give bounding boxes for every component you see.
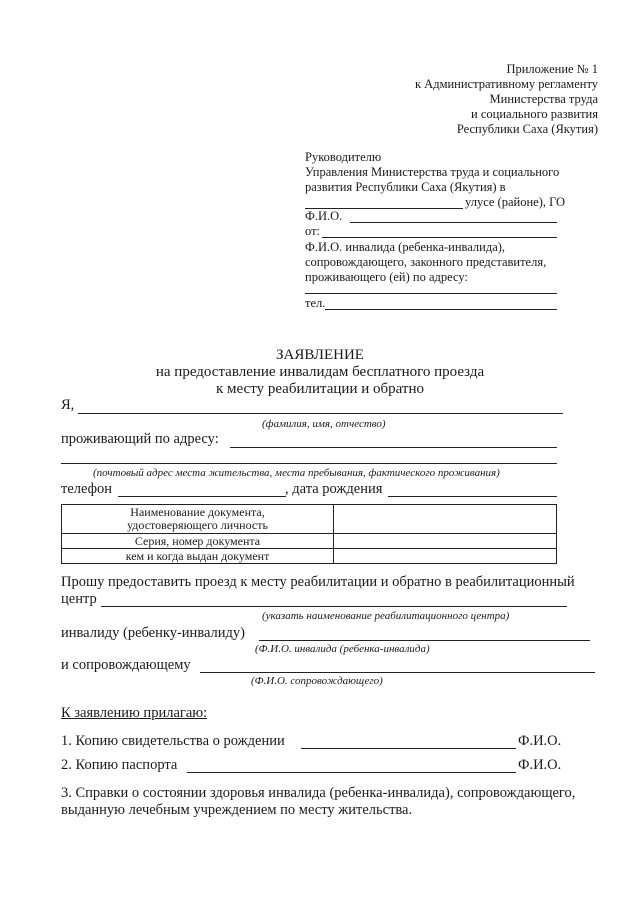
- doc-series-value[interactable]: [334, 534, 557, 549]
- attachment-item-1-fio: Ф.И.О.: [518, 733, 562, 749]
- doc-name-label-1: Наименование документа,: [130, 505, 265, 519]
- attachment-item-1: 1. Копию свидетельства о рождении: [61, 733, 285, 749]
- invalid-blank[interactable]: [259, 640, 590, 641]
- table-row: [62, 505, 557, 534]
- addressee-from-label: от:: [305, 224, 321, 238]
- companion-hint: (Ф.И.О. сопровождающего): [251, 675, 383, 687]
- title-main: ЗАЯВЛЕНИЕ: [276, 347, 364, 363]
- title-block: [0, 347, 640, 398]
- addressee-line1: Руководителю: [305, 150, 382, 164]
- appendix-regulation: к Административному регламенту: [414, 77, 598, 91]
- center-label: центр: [61, 591, 97, 607]
- title-sub2: к месту реабилитации и обратно: [216, 381, 424, 397]
- invalid-label: инвалиду (ребенку-инвалиду): [61, 625, 245, 641]
- doc-series-label: Серия, номер документа: [62, 534, 334, 549]
- applicant-fio-blank[interactable]: [78, 413, 563, 414]
- center-blank[interactable]: [101, 606, 567, 607]
- fio-hint: (фамилия, имя, отчество): [262, 418, 386, 430]
- attachment-item-3-line1: 3. Справки о состоянии здоровья инвалида (ребенка-инвалида), сопровождающего,: [61, 785, 576, 801]
- attachment-item-2-blank[interactable]: [187, 772, 516, 773]
- birth-blank[interactable]: [388, 496, 557, 497]
- addressee-desc1: Ф.И.О. инвалида (ребенка-инвалида),: [305, 240, 506, 254]
- addressee-from-blank[interactable]: [322, 237, 557, 238]
- addressee-line3: развития Республики Саха (Якутия) в: [305, 180, 506, 194]
- appendix-ministry: Министерства труда: [489, 92, 598, 106]
- appendix-number: Приложение № 1: [506, 62, 598, 76]
- request-line1: Прошу предоставить проезд к месту реабилитации и обратно в реабилитационный: [61, 574, 575, 590]
- addressee-tel-label: тел.: [305, 296, 326, 310]
- attachment-item-2-fio: Ф.И.О.: [518, 757, 562, 773]
- invalid-hint: (Ф.И.О. инвалида (ребенка-инвалида): [255, 643, 430, 655]
- phone-label: телефон: [61, 481, 113, 497]
- attachment-item-2: 2. Копию паспорта: [61, 757, 178, 773]
- document-table: [61, 504, 557, 564]
- center-hint: (указать наименование реабилитационного центра): [262, 610, 510, 622]
- doc-name-label-2: удостоверяющего личность: [127, 518, 268, 532]
- attachment-item-1-blank[interactable]: [301, 748, 516, 749]
- ya-label: Я,: [61, 397, 75, 413]
- birth-label: , дата рождения: [285, 481, 383, 497]
- address-blank-2[interactable]: [61, 463, 557, 464]
- address-hint: (почтовый адрес места жительства, места пребывания, фактического проживания): [93, 467, 500, 479]
- appendix-social: и социального развития: [471, 107, 598, 121]
- phone-blank[interactable]: [118, 496, 286, 497]
- doc-issued-value[interactable]: [334, 549, 557, 564]
- addressee-tel-blank[interactable]: [325, 309, 557, 310]
- attachments-heading: К заявлению прилагаю:: [61, 705, 208, 721]
- table-row: [62, 549, 557, 564]
- companion-label: и сопровождающему: [61, 657, 191, 673]
- addressee-desc3: проживающего (ей) по адресу:: [305, 270, 468, 284]
- appendix-republic: Республики Саха (Якутия): [456, 122, 598, 136]
- appendix-block: [415, 62, 598, 137]
- title-sub1: на предоставление инвалидам бесплатного проезда: [155, 364, 485, 380]
- addressee-line4: улусе (районе), ГО: [465, 195, 566, 209]
- addressee-fio-label: Ф.И.О.: [305, 209, 343, 223]
- attachment-item-3-line2: выданную лечебным учреждением по месту жительства.: [61, 802, 413, 818]
- addressee-address-blank[interactable]: [305, 293, 557, 294]
- table-row: [62, 534, 557, 549]
- doc-issued-label: кем и когда выдан документ: [62, 549, 334, 564]
- addressee-desc2: сопровождающего, законного представителя,: [305, 255, 547, 269]
- companion-blank[interactable]: [200, 672, 595, 673]
- addressee-fio-blank[interactable]: [350, 222, 557, 223]
- address-blank-1[interactable]: [230, 447, 557, 448]
- addressee-line2: Управления Министерства труда и социального: [305, 165, 560, 179]
- doc-name-label: [62, 505, 334, 534]
- doc-name-value[interactable]: [334, 505, 557, 534]
- address-label: проживающий по адресу:: [61, 431, 219, 447]
